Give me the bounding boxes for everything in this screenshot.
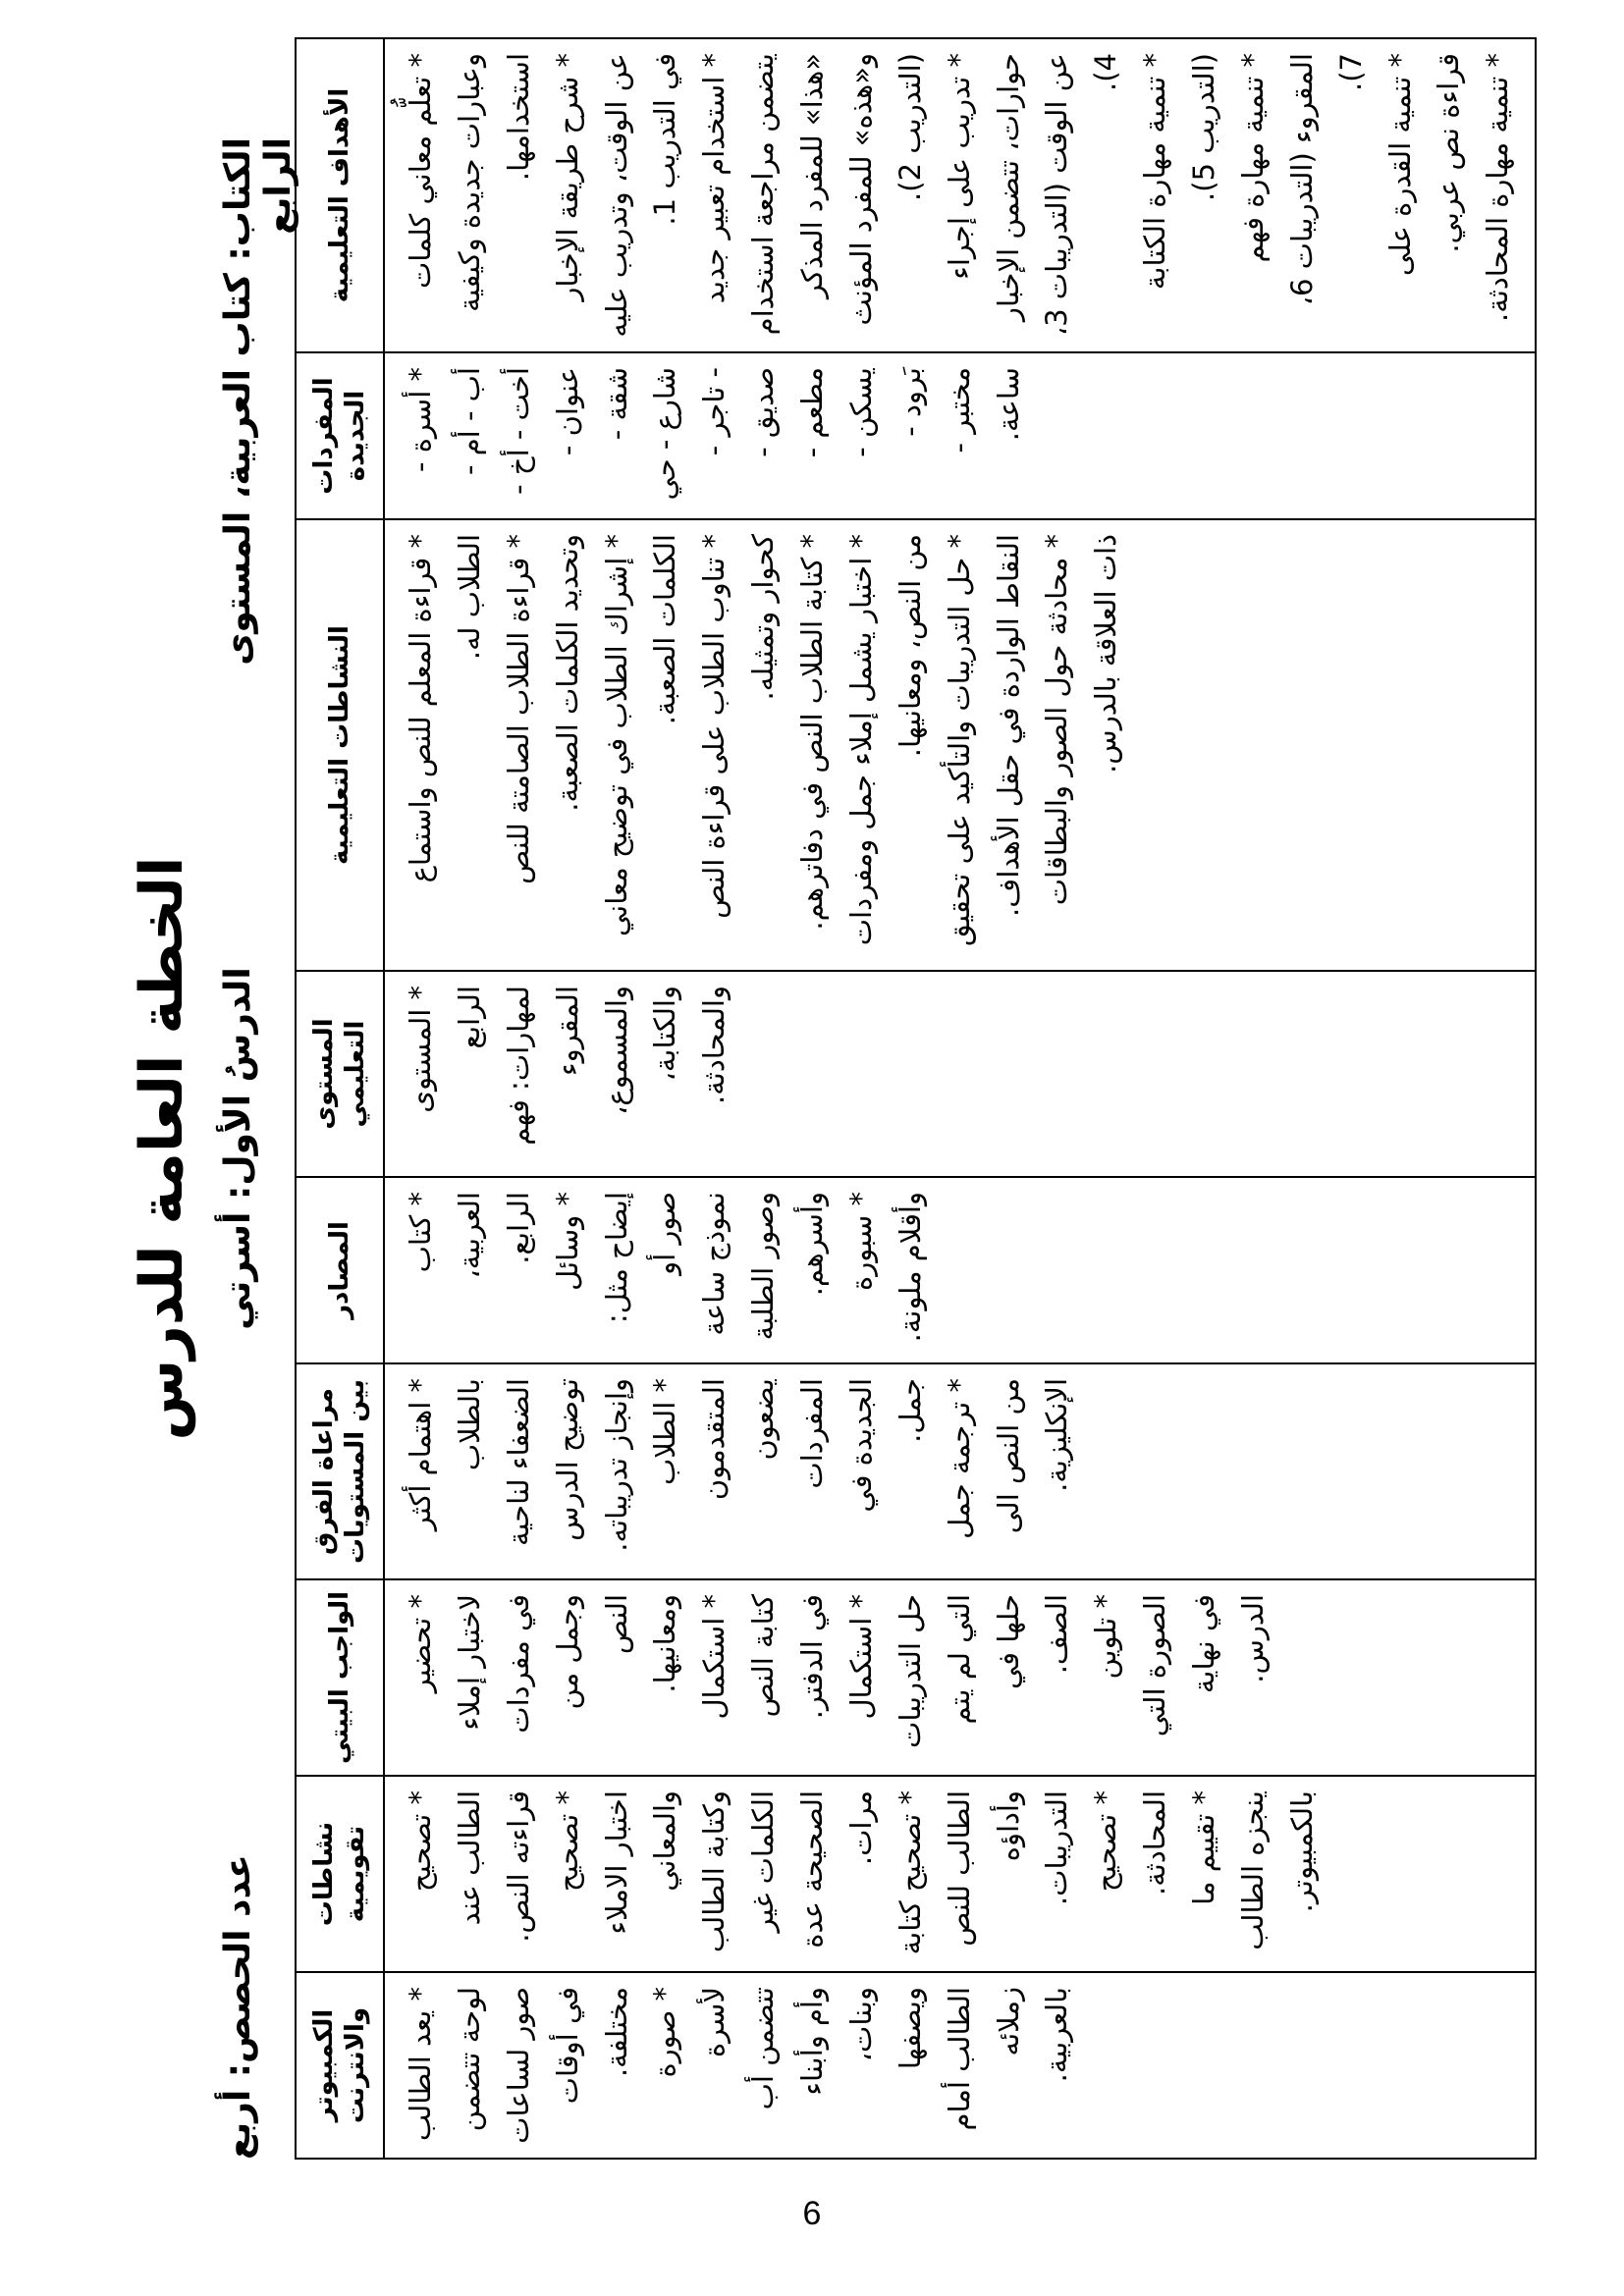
lesson-plan-table — [295, 37, 1537, 2160]
lesson-title: الدرسُ الأول: أسرتي — [218, 967, 258, 1330]
column-header-activities: النشاطات التعليمية — [296, 519, 384, 971]
cell-objectives-text: * تعلُّم معاني كلمات وعبارات جديدة وكيفية استخدامها. * شرح طريقة الإخبار عن الوقت، وتدريب عليه في التدريب 1. * استخدام تعبير جديد يتضمن مراجعة استخدام «هذا» للمفرد المذكر و«هذه» للمفرد المؤنث (التدريب 2). * تدريب على إجراء حوارات، تتضمن الإخبار عن الوقت (التدريبات 3، 4). * تنمية مهارة الكتابة (التدريب 5). * تنمية مهارة فهم المقروء (التدريبات 6، 7). * تنمية القدرة على قراءة نص عربي. * تنمية مهارة المحادثة. — [404, 53, 1515, 338]
cell-activities-text: * قراءة المعلم للنص واستماع الطلاب له. * قراءة الطلاب الصامتة للنص وتحديد الكلمات الصعبة. * إشراك الطلاب في توضيح معاني الكلمات الصعبة. * تناوب الطلاب على قراءة النص كحوار وتمثيله. * كتابة الطلاب النص في دفاترهم. * اختبار يشمل إملاء جمل ومفردات من النص، ومعانيها. * حل التدريبات والتأكيد على تحقيق النقاط الواردة في حقل الأهداف. * محادثة حول الصور والبطاقات ذات العلاقة بالدرس. — [404, 534, 1123, 947]
column-header-resources: المصادر — [296, 1177, 384, 1363]
column-header-differentiation: مراعاة الفرق بين المستويات — [296, 1363, 384, 1579]
cell-assessment-text: * تصحيح الطالب عند قراءته النص. * تصحيح اختبار الاملاء والمعاني وكتابة الطالب الكلمات غير الصحيحة عدة مرات. * تصحيح كتابة الطالب للنص وأداؤه التدريبات. * تصحيح المحادثة. * تقييم ما ينجزه الطالب بالكمبيوتر. — [404, 1790, 1319, 1955]
page-number: 6 — [802, 2195, 822, 2232]
book-info: الكتاب: كتاب العربية، المستوى الرابع — [218, 137, 298, 666]
column-header-level: المستوى التعليمي — [296, 971, 384, 1177]
cell-computer-internet-text: * يعد الطالب لوحة تتضمن صور لساعات في أوقات مختلفة. * صورة لأسرة تتضمن أب وأم وأبناء وبنات، ويصفها الطالب أمام زملائه بالعربية. — [404, 1987, 1074, 2144]
cell-assessment — [384, 1776, 1536, 1972]
cell-resources — [384, 1177, 1536, 1363]
cell-differentiation — [384, 1363, 1536, 1579]
cell-new-vocabulary-text: * أسرة - أب - أم - أخت - أخ - عنوان - شقة - شارع - حي - تاجر - صديق - مطعم - يسكن - بَرود - مختبر - ساعة. — [404, 367, 1025, 501]
table-header-row — [296, 38, 384, 2159]
cell-activities — [384, 519, 1536, 971]
column-header-new-vocabulary: المفردات الجديدة — [296, 352, 384, 519]
cell-resources-text: * كتاب العربية، الرابع. * وسائل إيضاح مثل: صور أو نموذج ساعة وصور الطلبة وأسرهم. * سبورة وأقلام ملونة. — [404, 1192, 927, 1343]
column-header-objectives: الأهداف التعليمية — [296, 38, 384, 352]
column-header-homework: الواجب البيتي — [296, 1579, 384, 1776]
cell-differentiation-text: * اهتمام أكثر بالطلاب الضعفاء لناحية توضيح الدرس وإنجاز تدريباته. * الطلاب المتقدمون يضعون المفردات الجديدة في جمل. * ترجمة جمل من النص الى الإنكليزية. — [404, 1378, 1074, 1552]
table-row — [384, 38, 1536, 2159]
cell-level — [384, 971, 1536, 1177]
main-title: الخطة العامة للدرس — [128, 856, 196, 1441]
cell-homework-text: * تحضير لاختبار إملاء في مفردات وجمل من النص ومعانيها. * استكمال كتابة النص في الدفتر. * استكمال حل التدريبات التي لم يتم حلها في الصف. * تلوين الصورة التي في نهاية الدرس. — [404, 1594, 1270, 1748]
cell-homework — [384, 1579, 1536, 1776]
cell-level-text: * المستوى الرابع لمهارات: فهم المقروء والمسموع، والكتابة، والمحادثة. — [404, 986, 731, 1146]
cell-new-vocabulary — [384, 352, 1536, 519]
rotated-page-content — [128, 53, 1515, 2160]
cell-computer-internet — [384, 1972, 1536, 2159]
sessions-count: عدد الحصص: أربع — [218, 1854, 258, 2160]
column-header-computer-internet: الكمبيوتر والانترنت — [296, 1972, 384, 2159]
cell-objectives — [384, 38, 1536, 352]
column-header-assessment: نشاطات تقويمية — [296, 1776, 384, 1972]
